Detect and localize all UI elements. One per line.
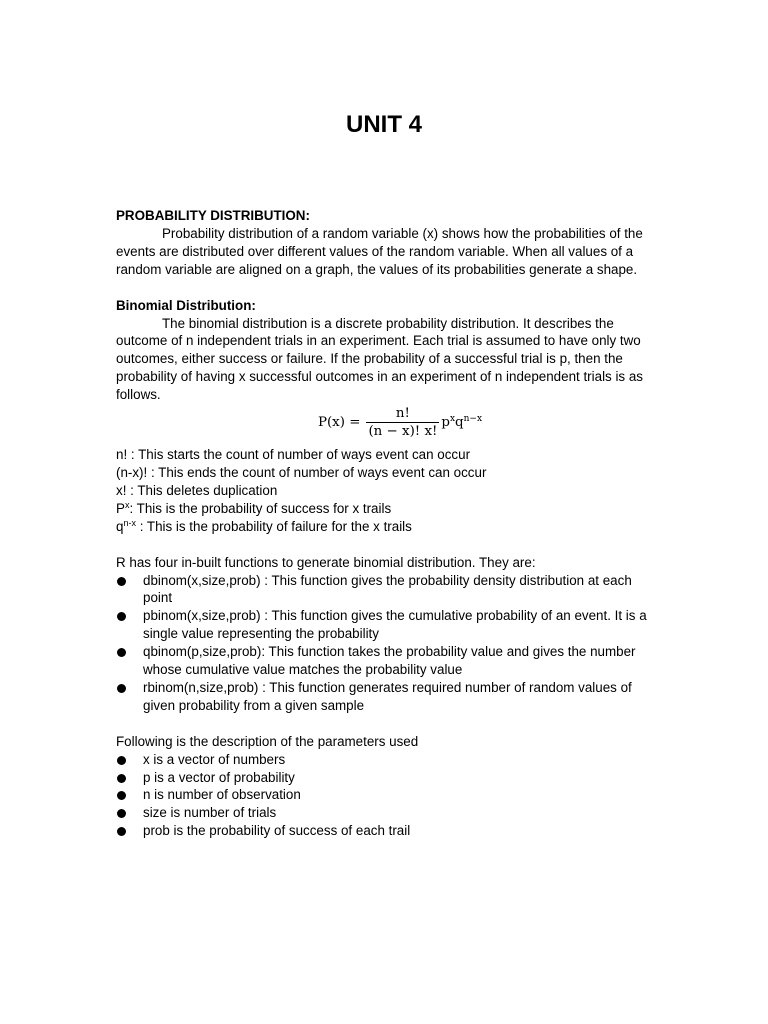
list-item-qbinom (116, 643, 656, 679)
formula-power-terms (441, 414, 482, 432)
list-item-param-x (116, 751, 656, 769)
definition-n-factorial: n! : This starts the count of number of ways event can occur (116, 447, 471, 463)
section-heading-probability-distribution: PROBABILITY DISTRIBUTION: (116, 208, 310, 223)
functions-list (116, 572, 656, 715)
list-item-param-size (116, 804, 656, 822)
formula-denominator: (n − x)! x! (368, 424, 438, 440)
term-definitions (116, 446, 656, 536)
params-intro: Following is the description of the parameters used (116, 733, 419, 749)
list-item-param-n (116, 786, 656, 804)
list-item-text: dbinom(x,size,prob) : This function gives the probability density distribution at each point (143, 572, 632, 606)
definition-p-power-x (116, 500, 656, 518)
definition-p-base: P (116, 500, 125, 516)
functions-intro: R has four in-built functions to generate binomial distribution. They are: (116, 554, 536, 570)
list-item-text: p is a vector of probability (143, 769, 295, 785)
formula-q-base: q (455, 415, 464, 431)
list-item-text: n is number of observation (143, 787, 301, 803)
formula-q-exponent: n−x (463, 414, 483, 425)
list-item-pbinom (116, 607, 656, 643)
bullet-icon (117, 612, 126, 621)
definition-q-base: q (116, 518, 124, 534)
list-item-param-prob (116, 822, 656, 840)
bullet-icon (117, 756, 126, 765)
list-item-rbinom (116, 679, 656, 715)
params-list (116, 751, 656, 841)
formula-lhs: P(x) = (317, 415, 361, 431)
bullet-icon (117, 809, 126, 818)
bullet-icon (117, 827, 126, 836)
definition-q-exponent: n-x (123, 517, 136, 528)
definition-n-minus-x-factorial: (n-x)! : This ends the count of number of ways event can occur (116, 464, 487, 480)
definition-p-text: : This is the probability of success for x trails (129, 500, 392, 516)
list-item-param-p (116, 769, 656, 787)
formula-numerator: n! (395, 406, 410, 422)
document-body (116, 207, 656, 840)
definition-q-text: : This is the probability of failure for the x trails (135, 518, 412, 534)
bullet-icon (117, 684, 126, 693)
formula-p-exponent: x (449, 414, 456, 425)
bullet-icon (117, 577, 126, 586)
bullet-icon (117, 791, 126, 800)
list-item-text: rbinom(n,size,prob) : This function generates required number of random values of given probability from a given sample (143, 679, 632, 713)
binomial-formula (144, 406, 656, 440)
paragraph-probability-distribution: Probability distribution of a random variable (x) shows how the probabilities of the events are distributed over different values of the random variable. When all values of a random variable are aligned on a graph, the values of its probabilities generate a shape. (116, 225, 643, 277)
definition-x-factorial: x! : This deletes duplication (116, 482, 278, 498)
section-heading-binomial-distribution: Binomial Distribution: (116, 297, 256, 313)
formula-p-base: p (441, 415, 450, 431)
list-item-text: prob is the probability of success of each trail (143, 823, 411, 839)
list-item-text: size is number of trials (143, 805, 277, 821)
list-item-dbinom (116, 572, 656, 608)
formula-fraction (366, 406, 439, 440)
list-item-text: qbinom(p,size,prob): This function takes the probability value and gives the number whose cumulative value matches the probability value (143, 644, 636, 678)
bullet-icon (117, 648, 126, 657)
list-item-text: x is a vector of numbers (143, 751, 286, 767)
paragraph-binomial-distribution: The binomial distribution is a discrete probability distribution. It describes the outcome of n independent trials in an experiment. Each trial is assumed to have only two outcomes, either success or failure. If the probability of a successful trial is p, then the probability of having x successful outcomes in an experiment of n independent trials is as follows. (116, 315, 643, 403)
list-item-text: pbinom(x,size,prob) : This function gives the cumulative probability of an event. It is a single value representing the probability (143, 608, 647, 642)
page-title: UNIT 4 (345, 111, 422, 138)
bullet-icon (117, 774, 126, 783)
definition-q-power-n-minus-x (116, 518, 656, 536)
definition-p-exponent: x (124, 499, 130, 510)
